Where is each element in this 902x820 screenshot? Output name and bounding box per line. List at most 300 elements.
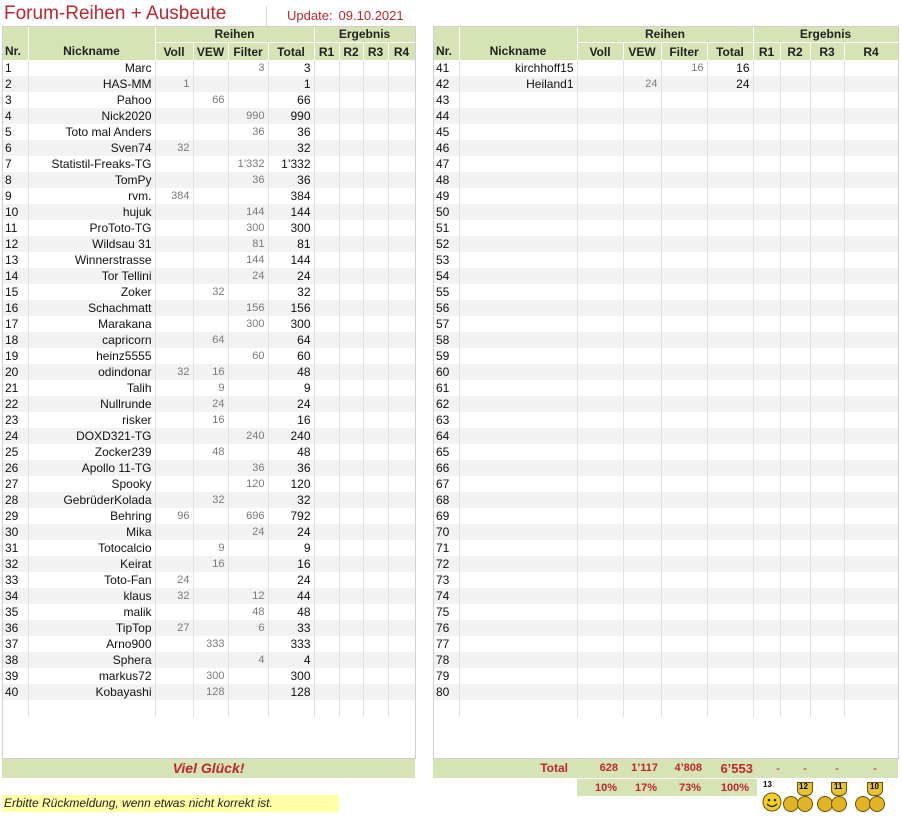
row-r2 [780,444,810,460]
row-r1 [753,108,780,124]
table-row [433,684,898,700]
row-vew [623,236,661,252]
row-r2 [780,620,810,636]
good-luck-text: Viel Glück! [172,760,245,776]
row-total: 24 [268,396,314,412]
row-vew [193,588,228,604]
row-r3 [363,588,388,604]
row-nickname: Toto mal Anders [28,124,155,140]
row-nr: 21 [2,380,28,396]
row-filter [661,524,707,540]
row-voll [577,476,623,492]
row-r1 [753,652,780,668]
row-r4 [388,444,415,460]
hdr-nickname: Nickname [28,43,155,61]
row-r3 [363,172,388,188]
table-row [2,76,415,92]
row-nr: 71 [433,540,459,556]
table-row [433,348,898,364]
result-r2: - [803,761,807,775]
blank-cell [2,700,28,717]
total-filter: 4’808 [674,762,702,774]
row-vew [193,124,228,140]
row-voll [577,268,623,284]
row-r2 [780,76,810,92]
row-nickname: risker [28,412,155,428]
table-row [433,108,898,124]
row-r3 [363,508,388,524]
table-row [2,140,415,156]
row-total [707,300,753,316]
row-r4 [388,284,415,300]
row-r2 [339,620,363,636]
row-total [707,108,753,124]
table-row [2,156,415,172]
row-r4 [388,556,415,572]
row-vew [623,60,661,76]
hdr-filter: Filter [228,43,268,61]
row-nickname: kirchhoff15 [459,60,577,76]
row-r3 [363,332,388,348]
hdr-r2: R2 [780,43,810,61]
row-vew [193,300,228,316]
row-r1 [314,572,339,588]
coin-icon [797,796,813,812]
row-r2 [780,252,810,268]
table-row [2,124,415,140]
row-r4 [844,556,898,572]
row-filter [661,508,707,524]
row-voll [155,460,193,476]
row-r2 [339,300,363,316]
row-r2 [339,636,363,652]
row-voll [577,76,623,92]
row-r1 [753,604,780,620]
row-nickname: TipTop [28,620,155,636]
row-r1 [314,476,339,492]
row-voll [577,540,623,556]
row-r4 [388,380,415,396]
row-r2 [780,572,810,588]
row-filter [228,140,268,156]
hdr-blank [28,26,155,43]
row-r1 [314,540,339,556]
row-nr: 34 [2,588,28,604]
row-r4 [388,412,415,428]
row-nr: 2 [2,76,28,92]
pct-filter: 73% [678,782,701,794]
row-vew [193,348,228,364]
row-vew [193,268,228,284]
row-total: 240 [268,428,314,444]
row-r2 [780,684,810,700]
row-r4 [844,636,898,652]
table-row [433,156,898,172]
row-nr: 67 [433,476,459,492]
icon-label-11: 11 [834,782,843,791]
row-vew [623,172,661,188]
row-r3 [810,588,844,604]
row-r4 [388,492,415,508]
row-total [707,92,753,108]
row-nr: 16 [2,300,28,316]
row-voll [577,188,623,204]
row-r2 [339,604,363,620]
table-row [433,588,898,604]
row-r2 [780,428,810,444]
prize-icons [759,780,899,814]
row-nickname [459,172,577,188]
row-filter [661,540,707,556]
row-vew [623,124,661,140]
row-r3 [810,684,844,700]
row-r4 [388,204,415,220]
row-r1 [314,140,339,156]
row-r4 [844,124,898,140]
hdr-reihen: Reihen [155,26,314,43]
row-vew [193,220,228,236]
row-r3 [810,396,844,412]
row-vew [193,60,228,76]
table-row [2,92,415,108]
row-r1 [314,108,339,124]
row-r1 [753,140,780,156]
row-filter: 696 [228,508,268,524]
table-row [433,316,898,332]
row-r3 [363,236,388,252]
row-r2 [780,668,810,684]
row-filter: 24 [228,524,268,540]
row-r3 [810,124,844,140]
table-row [433,604,898,620]
row-r2 [339,220,363,236]
table-row [433,300,898,316]
row-total [707,284,753,300]
row-total: 128 [268,684,314,700]
blank-cell [844,700,898,717]
row-total: 300 [268,668,314,684]
row-r2 [339,444,363,460]
row-nr: 61 [433,380,459,396]
row-total: 60 [268,348,314,364]
row-r3 [810,492,844,508]
row-vew [623,140,661,156]
row-r1 [753,76,780,92]
row-nickname [459,220,577,236]
row-r2 [339,412,363,428]
row-r4 [388,572,415,588]
row-total: 16 [707,60,753,76]
row-vew [623,428,661,444]
row-nickname: Schachmatt [28,300,155,316]
row-r3 [363,300,388,316]
row-r3 [810,60,844,76]
table-row [433,556,898,572]
table-row [2,588,415,604]
row-r4 [844,572,898,588]
hdr-r3: R3 [810,43,844,61]
row-r2 [339,476,363,492]
row-vew: 300 [193,668,228,684]
table-row [2,252,415,268]
row-voll: 96 [155,508,193,524]
row-voll [577,396,623,412]
row-r3 [810,300,844,316]
hdr-total: Total [707,43,753,61]
hdr-r2: R2 [339,43,363,61]
update-label: Update: [287,8,333,23]
row-r2 [780,268,810,284]
row-r3 [363,620,388,636]
row-vew [193,620,228,636]
row-nr: 53 [433,252,459,268]
row-r2 [780,188,810,204]
feedback-note: Erbitte Rückmeldung, wenn etwas nicht korrekt ist. [2,795,339,812]
row-r4 [844,684,898,700]
row-voll [577,364,623,380]
row-r1 [314,556,339,572]
row-nr: 33 [2,572,28,588]
table-row [2,604,415,620]
row-r1 [753,588,780,604]
row-filter: 16 [661,60,707,76]
row-total: 156 [268,300,314,316]
row-r1 [314,76,339,92]
row-r1 [314,332,339,348]
row-r4 [844,444,898,460]
hdr-r3: R3 [363,43,388,61]
row-nickname: malik [28,604,155,620]
row-nickname [459,412,577,428]
row-voll [155,476,193,492]
table-row [2,540,415,556]
blank-cell [28,700,155,717]
row-r2 [780,396,810,412]
row-voll [577,60,623,76]
row-vew [623,220,661,236]
row-vew [193,476,228,492]
row-r1 [314,172,339,188]
row-r2 [339,684,363,700]
row-total [707,460,753,476]
row-nickname [459,572,577,588]
row-nickname: Nullrunde [28,396,155,412]
row-vew: 16 [193,364,228,380]
row-r3 [363,76,388,92]
row-filter [228,412,268,428]
row-filter [661,300,707,316]
row-filter [228,284,268,300]
row-r4 [388,316,415,332]
row-filter: 48 [228,604,268,620]
row-filter [228,444,268,460]
row-r1 [314,236,339,252]
row-r3 [363,524,388,540]
row-r2 [780,492,810,508]
row-r3 [363,684,388,700]
row-voll [577,252,623,268]
row-nr: 58 [433,332,459,348]
row-nickname [459,668,577,684]
row-filter: 60 [228,348,268,364]
row-nr: 44 [433,108,459,124]
row-total [707,636,753,652]
row-filter [661,204,707,220]
hdr-r4: R4 [844,43,898,61]
row-vew [623,92,661,108]
row-r3 [810,668,844,684]
row-total [707,316,753,332]
row-vew: 333 [193,636,228,652]
row-nickname: Marakana [28,316,155,332]
row-r1 [314,316,339,332]
row-r1 [753,220,780,236]
row-filter: 36 [228,124,268,140]
row-nr: 24 [2,428,28,444]
row-r4 [844,492,898,508]
row-r2 [339,668,363,684]
table-row [2,220,415,236]
row-total [707,524,753,540]
table-row [2,268,415,284]
row-r1 [314,220,339,236]
row-vew: 9 [193,540,228,556]
row-r1 [753,380,780,396]
row-r3 [363,444,388,460]
row-nickname: Heiland1 [459,76,577,92]
row-voll [577,684,623,700]
row-nr: 30 [2,524,28,540]
row-r4 [388,364,415,380]
row-r2 [780,636,810,652]
row-r2 [339,76,363,92]
row-nr: 25 [2,444,28,460]
row-voll: 32 [155,140,193,156]
row-total [707,492,753,508]
row-nickname: Sphera [28,652,155,668]
table-row [433,364,898,380]
row-nickname [459,300,577,316]
row-filter [661,476,707,492]
table-row [433,204,898,220]
row-filter: 156 [228,300,268,316]
row-nr: 69 [433,508,459,524]
row-filter [228,636,268,652]
row-vew [193,604,228,620]
row-r4 [844,588,898,604]
table-row [2,332,415,348]
row-r4 [844,460,898,476]
table-row [2,364,415,380]
row-nr: 55 [433,284,459,300]
row-filter [228,492,268,508]
row-vew [193,652,228,668]
row-r1 [753,316,780,332]
row-filter [228,540,268,556]
table-row [433,540,898,556]
row-r2 [339,428,363,444]
row-voll [577,428,623,444]
row-total: 33 [268,620,314,636]
hdr-r1: R1 [753,43,780,61]
row-filter [661,492,707,508]
row-r1 [314,508,339,524]
row-nickname: Behring [28,508,155,524]
row-r4 [844,364,898,380]
row-total: 24 [268,268,314,284]
row-filter [661,92,707,108]
row-nr: 46 [433,140,459,156]
row-voll [155,124,193,140]
row-nr: 49 [433,188,459,204]
row-r1 [753,252,780,268]
row-r1 [753,540,780,556]
row-filter [228,556,268,572]
row-voll [155,492,193,508]
row-r1 [753,460,780,476]
row-r1 [753,348,780,364]
blank-cell [388,700,415,717]
row-filter [661,220,707,236]
row-r3 [363,540,388,556]
table-row [433,428,898,444]
table-row [433,332,898,348]
row-voll [155,60,193,76]
row-total: 333 [268,636,314,652]
row-r2 [339,172,363,188]
row-r2 [780,172,810,188]
row-r4 [388,92,415,108]
row-r3 [363,284,388,300]
row-voll [155,380,193,396]
row-voll [155,428,193,444]
row-r2 [780,204,810,220]
row-r3 [810,76,844,92]
row-filter [661,284,707,300]
row-r2 [339,572,363,588]
row-r4 [388,332,415,348]
row-r3 [363,380,388,396]
row-voll [577,156,623,172]
row-filter [228,380,268,396]
row-filter [661,604,707,620]
row-r1 [753,620,780,636]
update-date: 09.10.2021 [338,8,404,23]
table-row [2,412,415,428]
row-r2 [780,652,810,668]
row-total: 300 [268,220,314,236]
row-total [707,140,753,156]
row-total [707,588,753,604]
row-nickname [459,380,577,396]
row-voll: 27 [155,620,193,636]
table-row [2,652,415,668]
row-total [707,556,753,572]
row-voll [155,396,193,412]
row-r3 [363,268,388,284]
row-total [707,252,753,268]
row-total: 384 [268,188,314,204]
row-r1 [753,508,780,524]
row-r3 [363,124,388,140]
row-r4 [388,668,415,684]
row-r3 [363,140,388,156]
row-r4 [388,476,415,492]
row-nickname: Toto-Fan [28,572,155,588]
row-voll [577,620,623,636]
row-r1 [314,60,339,76]
row-r4 [844,380,898,396]
